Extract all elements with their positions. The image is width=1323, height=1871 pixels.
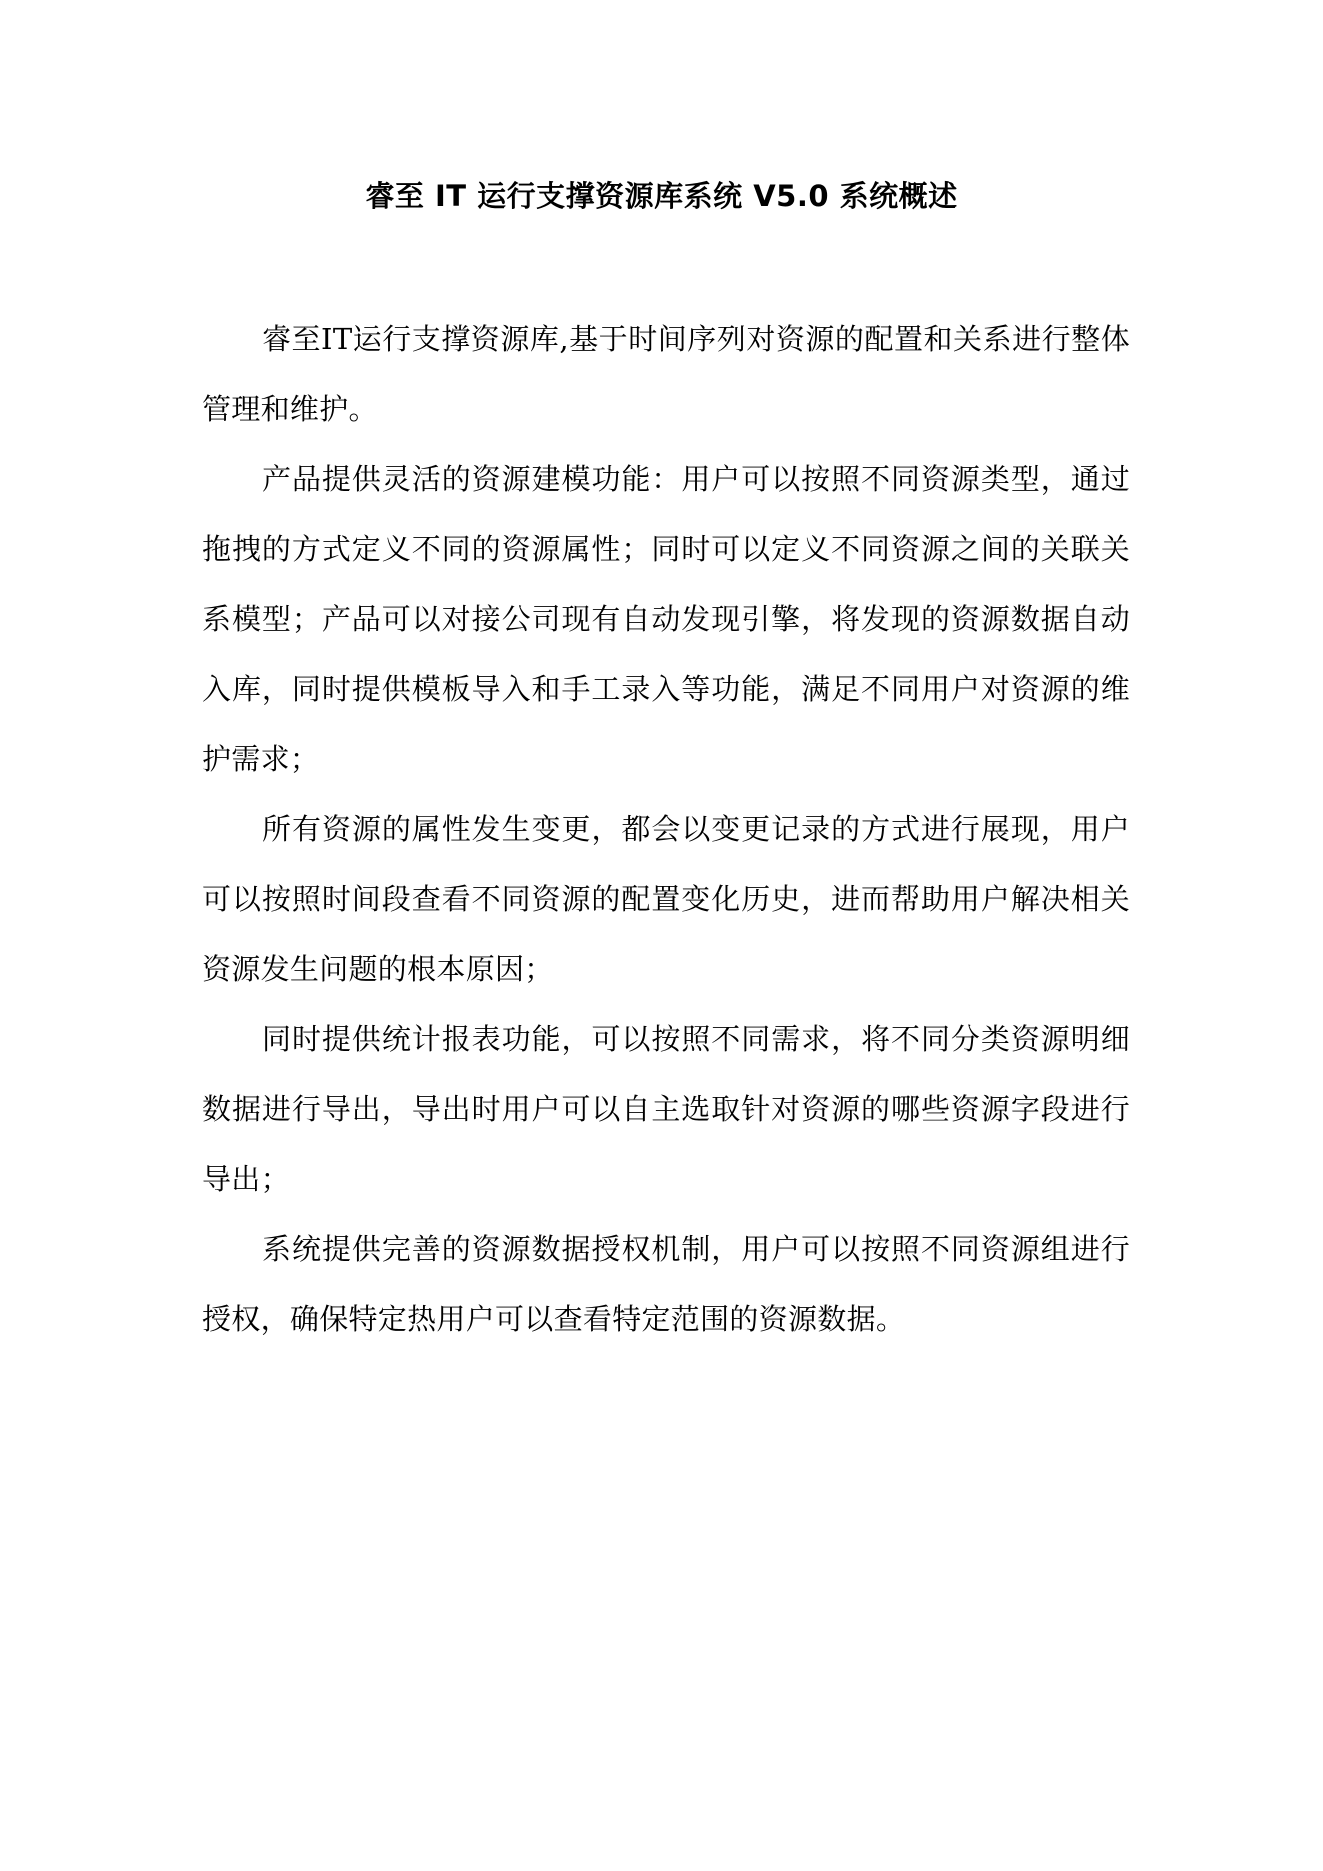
document-body [202,304,1130,1354]
paragraph-change-history: 所有资源的属性发生变更，都会以变更记录的方式进行展现，用户可以按照时间段查看不同资源的配置变化历史，进而帮助用户解决相关资源发生问题的根本原因； [202,812,1130,986]
paragraph-overview: 睿至IT运行支撑资源库,基于时间序列对资源的配置和关系进行整体管理和维护。 [202,322,1130,426]
paragraph-reports: 同时提供统计报表功能，可以按照不同需求，将不同分类资源明细数据进行导出，导出时用户可以自主选取针对资源的哪些资源字段进行导出； [202,1022,1130,1196]
paragraph-authorization: 系统提供完善的资源数据授权机制，用户可以按照不同资源组进行授权，确保特定热用户可以查看特定范围的资源数据。 [202,1232,1130,1336]
paragraph-modeling: 产品提供灵活的资源建模功能：用户可以按照不同资源类型，通过拖拽的方式定义不同的资源属性；同时可以定义不同资源之间的关联关系模型；产品可以对接公司现有自动发现引擎，将发现的资源数据自动入库，同时提供模板导入和手工录入等功能，满足不同用户对资源的维护需求； [202,462,1130,776]
document-title: 睿至 IT 运行支撑资源库系统 V5.0 系统概述 [365,179,958,213]
